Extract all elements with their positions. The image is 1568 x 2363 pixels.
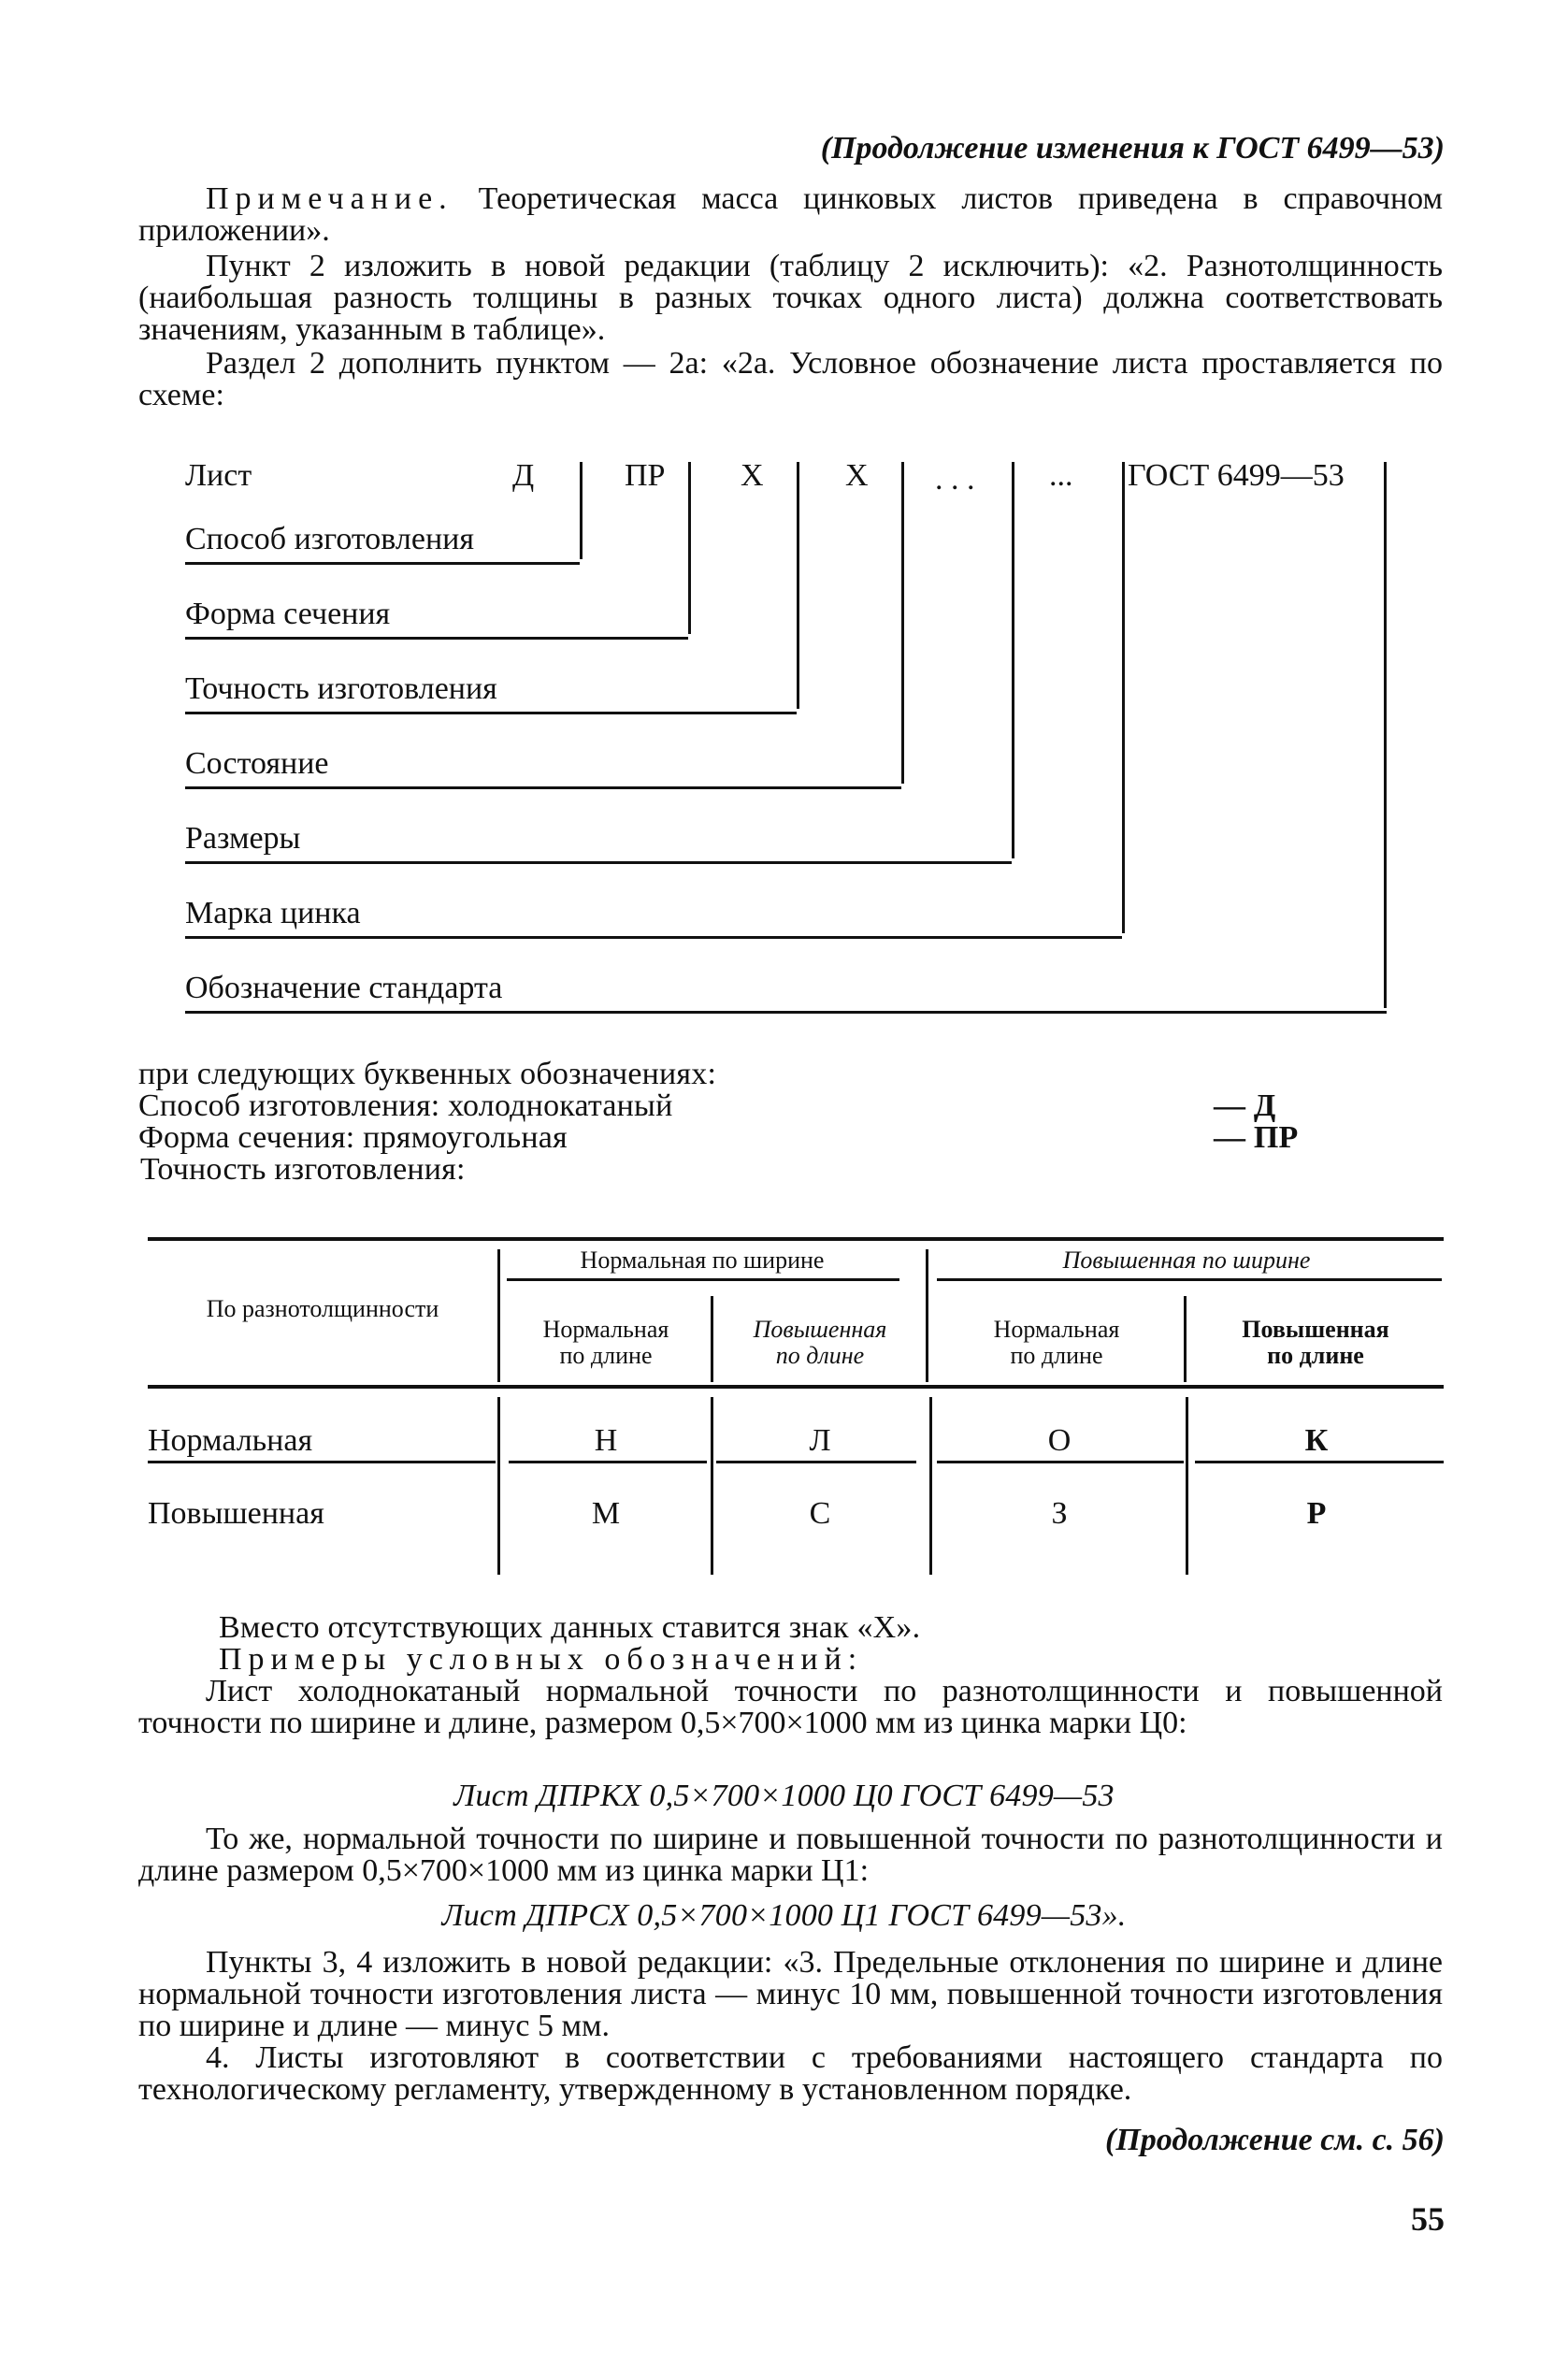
sub-header-line: по длине xyxy=(1267,1342,1364,1369)
legend-item-label: Способ изготовления: холоднокатаный xyxy=(138,1088,673,1123)
table-cell: О xyxy=(1047,1423,1072,1458)
table-row-rule xyxy=(509,1461,707,1463)
table-cell: Л xyxy=(809,1423,831,1458)
legend-item-label: Точность изготовления: xyxy=(140,1152,466,1187)
scheme-vline-5 xyxy=(1012,462,1014,858)
note-paragraph xyxy=(138,183,1443,247)
scheme-word-list: Лист xyxy=(185,458,252,493)
scheme-label-zinc-grade: Марка цинка xyxy=(185,896,361,930)
scheme-code-x1: Х xyxy=(741,458,764,493)
sub-header-line: по длине xyxy=(559,1342,653,1369)
paragraph-items-3-4: Пункты 3, 4 изложить в новой редакции: «3. Предельные отклонения по ширине и длине нормальной точности изготовления листа — минус 10 мм, повышенной точности изготовления по ширине и длине — минус 5 мм. xyxy=(138,1945,1443,2043)
example-1-description: Лист холоднокатаный нормальной точности по разнотолщинности и повышенной точности по ширине и длине, размером 0,5×700×1000 мм из цинка марки Ц0: xyxy=(138,1674,1443,1740)
scheme-underline-4 xyxy=(185,786,901,789)
running-header: (Продолжение изменения к ГОСТ 6499—53) xyxy=(820,131,1445,166)
table-group-rule-1 xyxy=(507,1278,899,1281)
legend-intro: при следующих буквенных обозначениях: xyxy=(138,1057,717,1091)
table-header-rule xyxy=(148,1385,1444,1389)
example-1-designation: Лист ДПРКХ 0,5×700×1000 Ц0 ГОСТ 6499—53 xyxy=(453,1779,1115,1813)
sub-header-line: Нормальная xyxy=(542,1316,669,1343)
legend-item-code: — Д xyxy=(1214,1088,1276,1123)
legend-item-code: — ПР xyxy=(1214,1120,1299,1155)
sub-header-line: Нормальная xyxy=(993,1316,1120,1343)
scheme-code-d: Д xyxy=(512,458,535,493)
table-sub-header xyxy=(1187,1317,1444,1369)
sub-header-line: Повышенная xyxy=(1242,1316,1389,1343)
scheme-code-dots1: . . . xyxy=(935,462,975,497)
scheme-label-shape: Форма сечения xyxy=(185,597,391,631)
scheme-underline-7 xyxy=(185,1011,1387,1014)
table-row-header: По разнотолщинности xyxy=(206,1295,439,1322)
continuation-note: (Продолжение см. с. 56) xyxy=(1105,2123,1445,2157)
table-cell: К xyxy=(1304,1423,1329,1458)
scheme-label-method: Способ изготовления xyxy=(185,522,474,556)
scheme-underline-3 xyxy=(185,712,797,714)
table-sub-header xyxy=(501,1317,711,1369)
table-row-label: Нормальная xyxy=(148,1423,313,1458)
table-row-rule xyxy=(1195,1461,1444,1463)
table-group-rule-2 xyxy=(937,1278,1442,1281)
note-label: Примечание. xyxy=(206,181,453,216)
table-vline xyxy=(497,1249,500,1382)
scheme-vline-6 xyxy=(1122,462,1125,933)
scheme-underline-6 xyxy=(185,936,1122,939)
missing-data-note: Вместо отсутствующих данных ставится знак «Х». xyxy=(219,1610,921,1645)
table-vline xyxy=(929,1397,932,1575)
scheme-label-standard: Обозначение стандарта xyxy=(185,971,503,1005)
sub-header-line: по длине xyxy=(775,1342,865,1369)
example-2-designation: Лист ДПРСХ 0,5×700×1000 Ц1 ГОСТ 6499—53». xyxy=(441,1898,1127,1933)
table-row-rule xyxy=(148,1461,496,1463)
paragraph-item-4: 4. Листы изготовляют в соответствии с требованиями настоящего стандарта по технологическому регламенту, утвержденному в установленном порядке. xyxy=(138,2040,1443,2107)
table-sub-header xyxy=(929,1317,1184,1369)
table-sub-header xyxy=(714,1317,926,1369)
table-cell: М xyxy=(591,1496,621,1531)
table-cell: Н xyxy=(594,1423,618,1458)
scheme-underline-5 xyxy=(185,861,1012,864)
table-row-rule xyxy=(716,1461,916,1463)
scheme-vline-3 xyxy=(797,462,799,709)
scheme-vline-2 xyxy=(688,462,691,634)
table-vline xyxy=(1186,1397,1188,1575)
scheme-code-pr: ПР xyxy=(625,458,666,493)
scheme-label-accuracy: Точность изготовления xyxy=(185,671,497,706)
table-cell: Р xyxy=(1306,1496,1327,1531)
scheme-code-dots2: ... xyxy=(1049,458,1073,493)
example-2-description: То же, нормальной точности по ширине и повышенной точности по разнотолщинности и длине размером 0,5×700×1000 мм из цинка марки Ц1: xyxy=(138,1822,1443,1888)
scheme-vline-7 xyxy=(1384,462,1387,1008)
page-number: 55 xyxy=(1411,2200,1445,2238)
table-cell: З xyxy=(1051,1496,1068,1531)
table-vline xyxy=(926,1249,928,1382)
table-cell: С xyxy=(809,1496,831,1531)
table-row-rule xyxy=(937,1461,1184,1463)
scheme-code-gost: ГОСТ 6499—53 xyxy=(1128,458,1345,493)
scheme-code-x2: Х xyxy=(845,458,869,493)
scheme-underline-2 xyxy=(185,637,688,640)
table-vline xyxy=(711,1397,713,1575)
scheme-label-state: Состояние xyxy=(185,746,329,781)
paragraph-section-2a: Раздел 2 дополнить пунктом — 2а: «2а. Условное обозначение листа проставляется по схеме: xyxy=(138,346,1443,412)
scheme-vline-1 xyxy=(580,462,583,559)
examples-title: Примеры условных обозначений: xyxy=(219,1642,864,1677)
table-vline xyxy=(711,1296,713,1382)
note-text: Теоретическая масса цинковых листов приведена в справочном приложении». xyxy=(138,181,1444,248)
sub-header-line: Повышенная xyxy=(753,1316,887,1343)
legend-item-label: Форма сечения: прямоугольная xyxy=(138,1120,568,1155)
scheme-label-dimensions: Размеры xyxy=(185,821,301,856)
table-row-label: Повышенная xyxy=(148,1496,324,1531)
table-group-header-normal-width: Нормальная по ширине xyxy=(580,1246,825,1274)
table-top-rule xyxy=(148,1237,1444,1241)
sub-header-line: по длине xyxy=(1010,1342,1103,1369)
paragraph-item-2: Пункт 2 изложить в новой редакции (таблицу 2 исключить): «2. Разнотолщинность (наибольшая разность толщины в разных точках одного листа) должна соответствовать значениям, указанным в таблице». xyxy=(138,249,1443,347)
scheme-vline-4 xyxy=(901,462,904,784)
scheme-underline-1 xyxy=(185,562,580,565)
table-vline xyxy=(1184,1296,1187,1382)
table-group-header-increased-width: Повышенная по ширине xyxy=(1062,1246,1311,1274)
table-vline xyxy=(497,1397,500,1575)
